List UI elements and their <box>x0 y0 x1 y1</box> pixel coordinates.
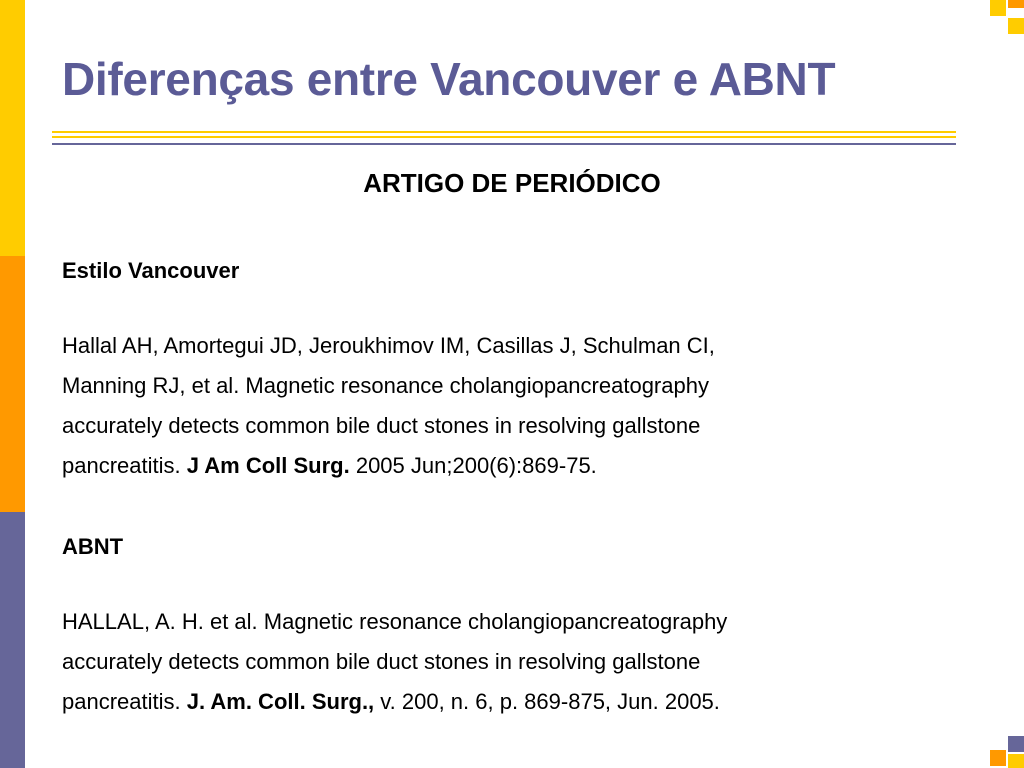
page-title: Diferenças entre Vancouver e ABNT <box>62 53 836 105</box>
vancouver-line-4-start: pancreatitis. <box>62 453 187 478</box>
vancouver-journal: J Am Coll Surg. <box>186 453 350 478</box>
vancouver-line-4 <box>62 446 962 486</box>
title-rule-yellow-2 <box>52 136 956 138</box>
abnt-reference <box>62 602 962 722</box>
title-rule-purple <box>52 143 956 145</box>
corner-square-bottom-1 <box>990 750 1006 766</box>
abnt-heading: ABNT <box>62 534 124 559</box>
vancouver-heading: Estilo Vancouver <box>62 258 240 283</box>
corner-square-bottom-2 <box>1008 736 1024 752</box>
side-bar-purple <box>0 512 25 768</box>
side-bar-orange <box>0 256 25 512</box>
abnt-line-1: HALLAL, A. H. et al. Magnetic resonance cholangiopancreatography <box>62 609 728 634</box>
abnt-journal: J. Am. Coll. Surg., <box>186 689 375 714</box>
vancouver-line-2: Manning RJ, et al. Magnetic resonance cholangiopancreatography <box>62 373 709 398</box>
vancouver-reference <box>62 326 962 486</box>
vancouver-line-3: accurately detects common bile duct stones in resolving gallstone <box>62 413 701 438</box>
abnt-line-3-end: v. 200, n. 6, p. 869-875, Jun. 2005. <box>374 689 720 714</box>
corner-square-top-2 <box>1008 0 1024 8</box>
vancouver-line-1: Hallal AH, Amortegui JD, Jeroukhimov IM, Casillas J, Schulman CI, <box>62 333 715 358</box>
title-rule-yellow-1 <box>52 131 956 133</box>
vancouver-line-4-end: 2005 Jun;200(6):869-75. <box>349 453 597 478</box>
corner-square-top-3 <box>1008 18 1024 34</box>
side-bar-yellow <box>0 0 25 256</box>
abnt-line-2: accurately detects common bile duct stones in resolving gallstone <box>62 649 701 674</box>
section-subtitle: ARTIGO DE PERIÓDICO <box>363 168 661 198</box>
abnt-line-3-start: pancreatitis. <box>62 689 187 714</box>
abnt-line-3 <box>62 682 962 722</box>
corner-square-top-1 <box>990 0 1006 16</box>
corner-square-bottom-3 <box>1008 754 1024 768</box>
